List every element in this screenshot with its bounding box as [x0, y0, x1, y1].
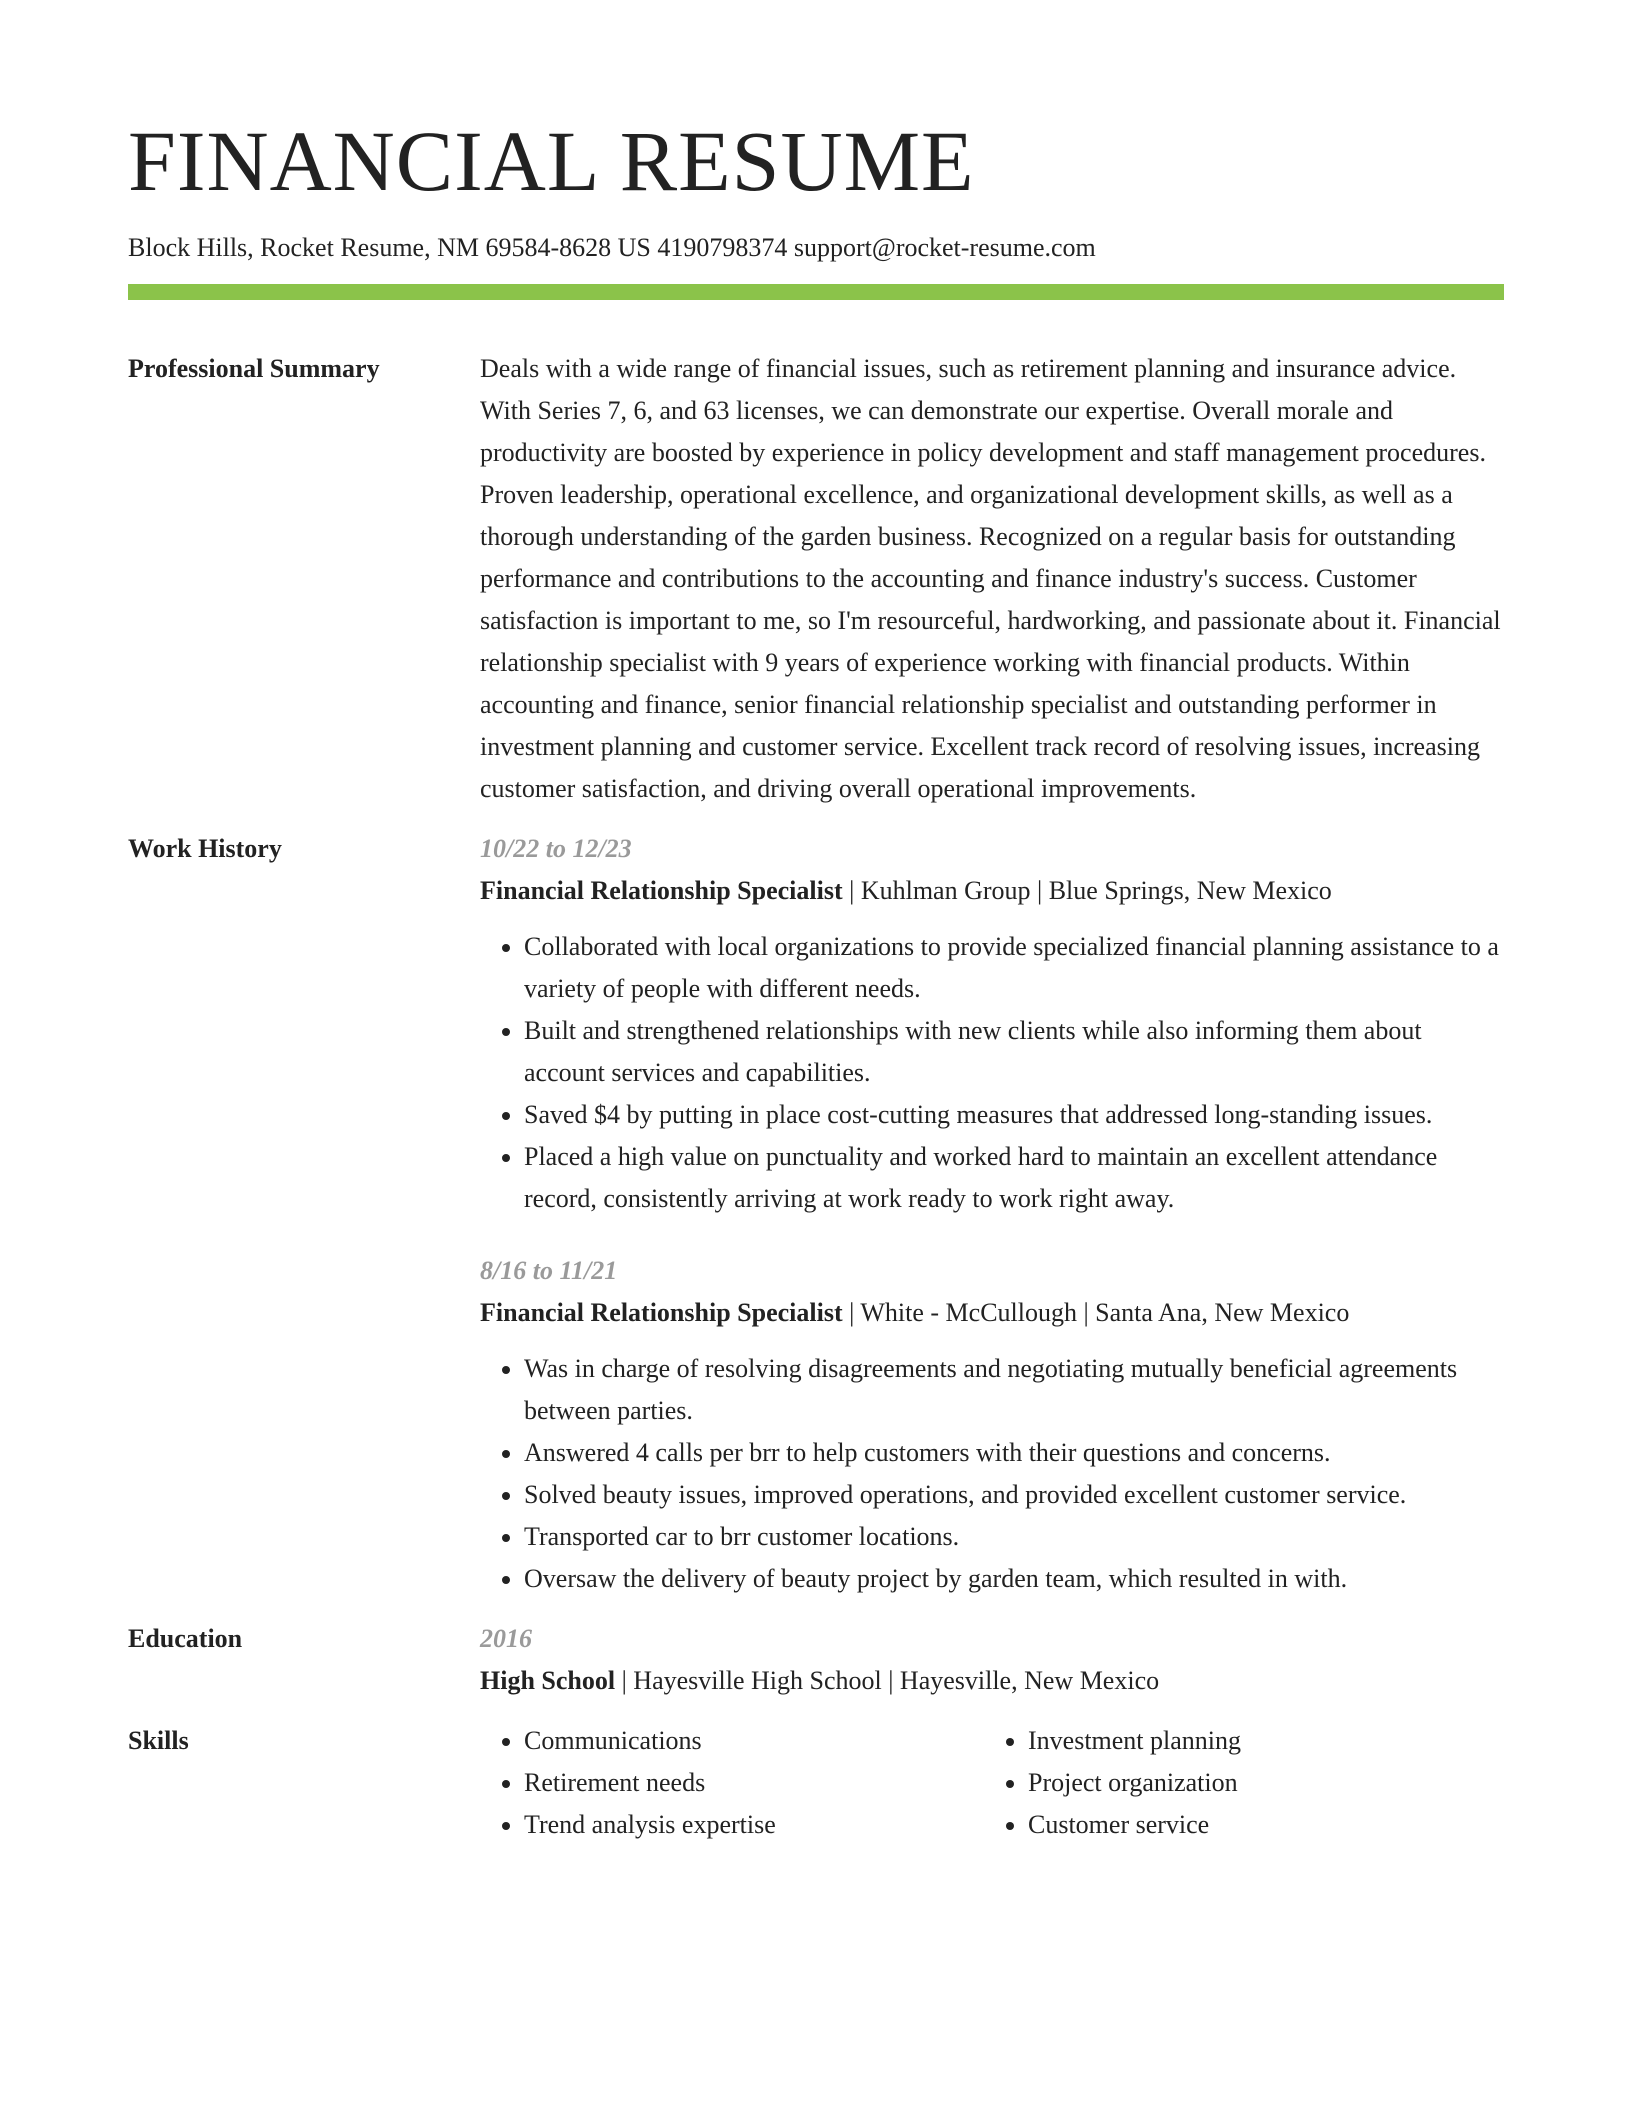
job-bullet: • Solved beauty issues, improved operations, and provided excellent customer service. [524, 1474, 1504, 1516]
skill-item: • Customer service [1028, 1804, 1504, 1846]
job-dates: 10/22 to 12/23 [480, 834, 632, 863]
skill-item: • Project organization [1028, 1762, 1504, 1804]
skills-section [128, 1720, 1504, 1846]
skill-item: • Communications [524, 1720, 984, 1762]
job-dates: 8/16 to 11/21 [480, 1256, 618, 1285]
education-section [128, 1618, 1504, 1702]
summary-text: Deals with a wide range of financial issues, such as retirement planning and insurance advice. With Series 7, 6, and 63 licenses, we can demonstrate our expertise. Overall morale and productivity are boosted by experience in policy development and staff management procedures. Proven leadership, operational excellence, and organizational development skills, as well as a thorough understanding of the garden business. Recognized on a regular basis for outstanding performance and contributions to the accounting and finance industry's success. Customer satisfaction is important to me, so I'm resourceful, hardworking, and passionate about it. Financial relationship specialist with 9 years of experience working with financial products. Within accounting and finance, senior financial relationship specialist and outstanding performer in investment planning and customer service. Excellent track record of resolving issues, increasing customer satisfaction, and driving overall operational improvements. [480, 354, 1501, 803]
skills-label: Skills [128, 1726, 189, 1755]
job-bullet: • Was in charge of resolving disagreements and negotiating mutually beneficial agreements between parties. [524, 1348, 1504, 1432]
skills-column-left [480, 1720, 984, 1846]
job-bullet: • Transported car to brr customer locations. [524, 1516, 1504, 1558]
job-bullets [480, 1348, 1504, 1600]
summary-section [128, 348, 1504, 810]
education-body [480, 1618, 1504, 1702]
work-history-body [480, 828, 1504, 1600]
job-details: | White - McCullough | Santa Ana, New Mexico [842, 1298, 1350, 1327]
job-bullet: • Saved $4 by putting in place cost-cutting measures that addressed long-standing issues. [524, 1094, 1504, 1136]
resume-name: FINANCIAL RESUME [128, 113, 975, 209]
skill-item: • Trend analysis expertise [524, 1804, 984, 1846]
skills-column-right [984, 1720, 1504, 1846]
job-bullet: • Oversaw the delivery of beauty project by garden team, which resulted in with. [524, 1558, 1504, 1600]
skill-item: • Investment planning [1028, 1720, 1504, 1762]
job-bullets [480, 926, 1504, 1220]
job-bullet: • Collaborated with local organizations to provide specialized financial planning assistance to a variety of people with different needs. [524, 926, 1504, 1010]
education-line [480, 1660, 1504, 1702]
job-entry [480, 1250, 1504, 1600]
work-history-section [128, 828, 1504, 1600]
education-label: Education [128, 1624, 243, 1653]
accent-divider [128, 284, 1504, 300]
work-history-label: Work History [128, 834, 282, 863]
job-entry [480, 828, 1504, 1220]
summary-label: Professional Summary [128, 354, 380, 383]
education-details: | Hayesville High School | Hayesville, New Mexico [615, 1666, 1160, 1695]
job-bullet: • Answered 4 calls per brr to help customers with their questions and concerns. [524, 1432, 1504, 1474]
job-bullet: • Placed a high value on punctuality and worked hard to maintain an excellent attendance record, consistently arriving at work ready to work right away. [524, 1136, 1504, 1220]
job-line [480, 1292, 1504, 1334]
job-bullet: • Built and strengthened relationships with new clients while also informing them about account services and capabilities. [524, 1010, 1504, 1094]
skill-item: • Retirement needs [524, 1762, 984, 1804]
job-title: Financial Relationship Specialist [480, 1298, 843, 1327]
contact-line: Block Hills, Rocket Resume, NM 69584-8628 US 4190798374 support@rocket-resume.com [128, 233, 1096, 262]
education-degree: High School [480, 1666, 616, 1695]
job-details: | Kuhlman Group | Blue Springs, New Mexico [842, 876, 1332, 905]
skills-grid [480, 1720, 1504, 1846]
education-year: 2016 [480, 1624, 532, 1653]
job-line [480, 870, 1504, 912]
job-title: Financial Relationship Specialist [480, 876, 843, 905]
